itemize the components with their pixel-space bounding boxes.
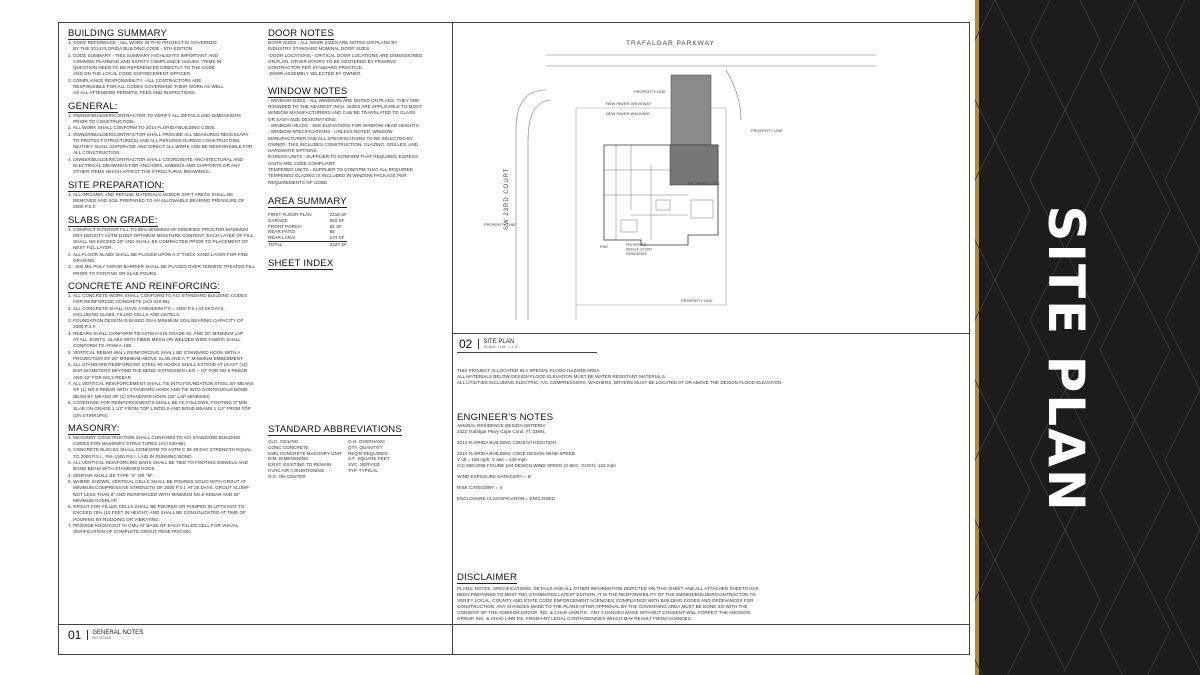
- engineer-line: ENCLOSURE CLASSIFICATION = ENCLOSED: [457, 496, 555, 501]
- abbr-item: S.F. SQUARE FEET: [348, 456, 390, 462]
- note-item: 3. FOUNDATION DESIGN IS BASED ON A MINIMUM SOIL BEARING CAPACITY OF 2000 P.S.F.: [68, 318, 244, 330]
- note-item: 3. ALL VERTICAL REINFORCING BARS SHALL BE TIED TO FOOTING DOWELS AND BOND BEAM WITH STANDARD HOOK.: [68, 460, 248, 472]
- area-summary-heading: AREA SUMMARY: [268, 195, 347, 207]
- street-name-left: SW 23RD COURT: [504, 167, 510, 230]
- sheet-title: GENERAL NOTES: [92, 629, 144, 636]
- area-label: REAR LANAI: [268, 235, 296, 241]
- note-item: 1. OWNER/BUILDER/CONTRACTOR TO VERIFY ALL DETAILS AND DIMENSIONS PRIOR TO CONSTRUCTION.: [68, 112, 241, 124]
- title-block-site-plan: [459, 337, 519, 351]
- abbreviations-block: [268, 424, 448, 480]
- note-item: 5. WHERE SHOWN, VERTICAL CELLS SHALL BE POURED SOLID WITH GROUT AT MINIMUM COMPRESSIVE STRENGTH OF 2000 P.S.I. AT 28 DAYS. GROUT SLUMP NOT LESS THAN 8" AND REINFORCED WITH MINIMUM NO.5 REBAR AND 25" MINIMUM OVERLAP.: [68, 478, 249, 503]
- engineer-line: 2014 FLORIDA BUILDING CODE DESIGN WIND SPEED: [457, 451, 575, 456]
- area-value: 3327 SF: [329, 241, 347, 247]
- abbr-left-column: [268, 439, 348, 480]
- note-item: 2. CONCRETE BLOCKS SHALL CONFORM TO ASTM C 90 28 DAY STRENGTH EQUAL TO 2000 P.S.I., FM=1500 P.S.I. LAID IN RUNNING BOND.: [68, 447, 252, 459]
- engineer-line: AMARAL RESIDENCE DESIGN CRITERIA: [457, 423, 546, 428]
- street-name-top: TRAFALGAR PARKWAY: [626, 40, 715, 47]
- abbr-right-column: [348, 439, 428, 480]
- building-summary-heading: BUILDING SUMMARY: [68, 28, 168, 39]
- site-plan-drawing: [456, 30, 961, 330]
- note-item: 1. MASONRY CONSTRUCTION SHALL CONFORM TO ACI STANDARD BUILDING CODES FOR MASONRY STRUCTURES (ACI 530-88).: [68, 434, 241, 447]
- note-item: 1. CODE REFERENCE - ALL WORK IN THIS PROJECT IS GOVERNED BY THE 2014 FLORIDA BUILDING CODE - 5TH EDITION: [68, 40, 217, 52]
- engineer-notes-heading: ENGINEER'S NOTES: [457, 412, 554, 423]
- area-label: GARAGE: [268, 217, 288, 223]
- abbr-item: QTY. QUANTITY: [348, 444, 383, 450]
- area-value: 2318 SF: [329, 211, 347, 217]
- sheet-number: 02: [459, 337, 473, 351]
- property-line-label: PROPERTY LINE: [681, 298, 713, 303]
- proposed-label-line: RESIDENCE: [626, 252, 647, 256]
- column-divider: [452, 22, 453, 655]
- property-line-label: PROPERTY LINE: [634, 89, 666, 94]
- disclaimer-block: [457, 572, 957, 622]
- abbr-item: O.C. ON CENTER: [268, 473, 306, 479]
- title-block-underline: [457, 352, 597, 353]
- sheet-scale: NO SCALE: [92, 636, 112, 641]
- abbr-item: CLG. CEILING: [268, 439, 299, 444]
- abbr-item: EXIST. EXISTING TO REMAIN: [268, 462, 332, 468]
- area-value: 580 SF: [329, 217, 345, 223]
- site-preparation-heading: SITE PREPARATION:: [68, 179, 165, 191]
- note-item: 3. COMPLIANCE RESPONSIBILITY - ALL CONTRACTORS ARE RESPONSIBLE FOR ALL CODES GOVERNING THEIR WORK AS WELL AS ALL ATTENDING PERMITS, FEES AND INSPECTIONS.: [68, 77, 224, 96]
- sheet-number: 01: [68, 628, 82, 642]
- note-item: 2. ALL FLOOR SLABS SHALL BE PLACED UPON A 4" THICK SAND LAYER FOR FINE GRADING.: [68, 251, 249, 264]
- note-item: 1. ALL CONCRETE WORK SHALL CONFORM TO ACI STANDARD BUILDING CODES FOR REINFORCED CONCRETE (ACI 318-95).: [68, 292, 248, 305]
- note-item: 6. GROUT FOR FILLED CELLS SHALL BE POURED OR PUMPED IN LIFTS NOT TO EXCEED 75% (10 FEET IN HEIGHT, AND SHALL BE CONSOLIDATED AT TIME OF POURING BY RODDING OR VIBRATING.: [68, 504, 246, 522]
- garage: [670, 145, 718, 185]
- note-item: 4. MORTAR SHALL BE TYPE "S" OR "M".: [68, 472, 155, 478]
- site-plan-divider: [452, 333, 970, 334]
- area-label: REAR PATIO: [268, 229, 296, 235]
- title-block-text: [478, 339, 518, 350]
- notes-column-1: [68, 28, 258, 536]
- concrete-heading: CONCRETE AND REINFORCING:: [68, 280, 221, 292]
- disclaimer-divider: [452, 624, 970, 625]
- area-value: 55 SF: [329, 223, 342, 229]
- abbreviations-list: [268, 439, 448, 480]
- engineer-line: 2014 FLORIDA BUILDING CODE-5TH EDITION: [457, 440, 556, 445]
- property-line-label: PROPERTY LINE: [751, 128, 783, 133]
- flood-notes: [457, 368, 937, 386]
- engineer-line: ICC 600-2008 FIGURE 104 DESIGN WIND SPEED (3 SEC. GUST): 123 mph: [457, 463, 616, 468]
- disclaimer-heading: DISCLAIMER: [457, 572, 518, 583]
- note-item: - WINDOW SIZES - ALL WINDOWS ARE NOTED ON PLANS. THEY ARE ROUNDED TO THE NEAREST INCH. SIZES ARE APPLICABLE TO MOST WINDOW MANUFACTURERS AND CAN BE TRANSLATED TO GLASS OR SASH SIZE DESIGNATIONS.: [268, 97, 422, 122]
- area-label: FIRST FLOOR PLAN: [268, 211, 312, 217]
- note-item: - WINDOW SPECIFICATIONS - UNLESS NOTED, WINDOW MANUFACTURER AND ALL SPECIFICATIONS TO BE SELECTED BY OWNER. THIS INCLUDES CONSTRUCTION, GLAZING, GRILLES, AND HARDWARE OPTIONS.: [268, 129, 418, 154]
- table-row: [268, 212, 347, 218]
- abbr-item: CONC CONCRETE: [268, 444, 309, 450]
- note-item: -DOOR ASSEMBLY SELECTED BY OWNER.: [268, 71, 362, 77]
- area-value: 88: [329, 229, 335, 235]
- abbreviations-heading: STANDARD ABBREVIATIONS: [268, 424, 402, 435]
- proposed-label-line: SINGLE STORY: [626, 247, 653, 252]
- note-item: 4. OWNER/BUILDER/CONTRACTOR SHALL COORDINATE ARCHITECTURAL AND ELECTRICAL DRAWINGS FOR ANCHORS, EMBEDS AND SUPPORTS OR ANY OTHER ITEMS WHICH AFFECT THE STRUCTURAL DRAWINGS.: [68, 156, 243, 175]
- engineer-line: RISK CATEGORY = II: [457, 485, 503, 490]
- abbr-item: CMU CONCRETE MASONRY UNIT: [268, 450, 342, 456]
- walkway-label: NEW PAVER WALKWAY: [606, 111, 651, 116]
- sheet-title: SITE PLAN: [483, 338, 515, 345]
- door-notes-heading: DOOR NOTES: [268, 28, 334, 39]
- note-item: 7. ALL VERTICAL REINFORCEMENT SHALL TIE INTO FOUNDATION STEEL BY MEANS OF (1) NO.5 REBAR WITH STANDARD HOOK AND TIE INTO CONTINUOUS BOND BEAM BY MEANS OF (1) STANDARD HOOK (25" LAP MINIMUM).: [68, 381, 254, 399]
- engineer-line: V ult = 160 mph, V asd = 130 mph: [457, 457, 527, 462]
- sheet-index-heading: SHEET INDEX: [268, 257, 334, 269]
- sheet-scale: SCALE: 1/16" = 1'-0": [483, 345, 519, 350]
- driveway-label: NEW PAVER DRIVEWAY: [606, 101, 652, 106]
- engineer-notes-block: [457, 412, 757, 502]
- engineer-notes-lines: [457, 423, 757, 502]
- abbr-item: O.H. OVERHANG: [348, 439, 386, 444]
- fne-label: FNE: [600, 244, 608, 249]
- note-item: 1. ALL ORGANIC AND REFUSE MATERIALS AND/OR SOFT AREAS SHALL BE REMOVED AND SOIL PREPARED TO AN ALLOWABLE BEARING PRESSURE OF 2000 P.S.F.: [68, 191, 245, 210]
- area-value: 274 SF: [329, 235, 345, 241]
- property-line-label: PROPERTY LINE: [484, 222, 516, 227]
- note-item: 2. CODE SUMMARY - THIS SUMMARY HIGHLIGHTS IMPORTANT AND COMMON PLANNING AND SAFETY COMPLIANCE ISSUES. ITEMS IN QUESTION NEED TO BE REFERENCED DIRECTLY TO THE CODE AND ON THE LOCAL CODE ENFORCEMENT OFFICER.: [68, 52, 222, 77]
- slabs-on-grade-heading: SLABS ON GRADE:: [68, 214, 158, 226]
- abbr-item: SVC. SERVICE: [348, 462, 381, 468]
- window-notes-heading: WINDOW NOTES: [268, 85, 348, 97]
- building-summary-notes: [68, 40, 258, 97]
- note-item: -DOOR LOCATIONS - CRITICAL DOOR LOCATIONS ARE DIMENSIONED ON PLAN. OTHER DOORS TO BE CENTERED BY FRAMING CONTRACTOR PER STANDARD PRACTICE.: [268, 52, 423, 71]
- street-curve: [528, 100, 551, 320]
- note-item: - WINDOW HEADS - SEE ELEVATIONS FOR WINDOW HEAD HEIGHTS.: [268, 122, 421, 128]
- general-heading: GENERAL:: [68, 100, 118, 112]
- note-item: 6. ALL STANDARD REINFORCING STEEL 90 HOOKS SHALL EXTEND AT LEAST (12) BAR DIAMETERS BEYOND THE BEND. EXTENSION LEG = 10" FOR NO.5 REBAR AND 12" FOR NO.3 REBAR.: [68, 362, 248, 380]
- notes-column-2: [268, 28, 448, 270]
- title-block-general-notes: [68, 628, 143, 642]
- abbr-item: DIM. DIMENSIONS: [268, 456, 309, 462]
- area-label: TOTAL: [268, 241, 283, 247]
- note-item: TEMPERED UNITS - SUPPLIER TO CONFIRM THAT ALL REQUIRED TEMPERED GLAZING IS INCLUDED IN WINDOW PACKAGE PER REQUIREMENTS OF CODE.: [268, 167, 413, 185]
- abbr-item: REQ'D REQUIRED: [348, 450, 388, 456]
- abbr-item: TYP. TYPICAL: [348, 467, 378, 473]
- sheet-title-text: SITE PLAN: [1037, 205, 1095, 513]
- note-item: 2. ALL CONCRETE SHALL HAVE A MINIMUM F'C = 3000 P.S.I AT 28 DAYS, INCLUDING SLABS, FILLED CELLS AND LINTELS.: [68, 305, 225, 317]
- note-item: 7. PROVIDE KNOCKOUT IN CMU AT BASE OF EACH FILLED CELL FOR VISUAL VERIFICATION OF COMPLETE GROUT PENETRATION.: [68, 523, 239, 535]
- title-block-text: [87, 630, 143, 641]
- general-notes: [68, 113, 258, 176]
- note-item: 2. ALL WORK SHALL CONFORM TO 2014 FLORIDA BUILDING CODE.: [68, 125, 216, 131]
- proposed-label-line: PROPOSED: [626, 243, 647, 247]
- note-item: 3. OWNER/BUILDER/CONTRACTOR SHALL PROVIDE ALL MEASURES NECESSARY TO PROTECT STRUCTURE(S) AND ALL PERSONS DURING CONSTRUCTION. NEITHEY SHALL SUPERVISE AND DIRECT ALL WORK AND BE RESPONSIBLE FOR ALL CONSTRUCTION.: [68, 131, 253, 156]
- note-item: 4. REBARS SHALL CONFORM TO ASTM A-615 GRADE 40, AND 20" MINIMUM LAP AT ALL JOINTS. SLABS WITH FIBER MESH OR WELDED WIRE FABRIC SHALL CONFORM TO ATSM A-185.: [68, 330, 244, 349]
- sheet-title-vertical: [1037, 205, 1095, 513]
- engineer-line: 2322 Trafalgar Pkwy Cape Coral, Fl. 33991: [457, 429, 546, 434]
- note-item: 5. VERTICAL REBAR WALL REINFORCING SHALL BE STANDARD HOOK WITH A PROJECTION OF 25" MINIMUM ABOVE SLAB AND A 7" MINIMUM EMBEDMENT.: [68, 349, 244, 361]
- property-line-label: PROPERTY LINE: [688, 181, 720, 186]
- street-curve: [516, 90, 546, 320]
- disclaimer-text: PLANS, NOTES, SPECIFICATIONS, DETAILS AND ALL OTHER INFORMATION DEPICTED ON THIS SHEET AND ALL ATTACHED SHEETS HAS BEEN PREPARED TO MEET FBC STANDARDS LATEST EDITION. IT IS THE RESPONSIBILITY OF THE OWNER/BUILDER/CONTRACTOR TO VERIFY LOCAL, COUNTY AND STATE CODE ENFORCEMENT AGENCIES' COMPLIANCE WITH BUILDING CODES AND ORDINANCES FOR CONSTRUCTION. ANY CHANGES MADE TO THE PLANS AFTER APPROVAL BY THE GOVERNING AREA MUST BE DONE SO WITH THE CONSENT OF THE ADDISON GROUP, INC. & CHAD LINN P.E.. ANY CHANGES MADE WITHOUT CONSENT WILL FORFEIT THE ADDISON GROUP, INC. & CHAD LINN P.E. FROM ANY LEGAL CONTINGENCIES WHICH MAY RESULT FROM CHANGES.: [457, 586, 759, 621]
- engineer-line: WIND EXPOSURE CATEGORY = B: [457, 474, 531, 479]
- abbr-item: HVAC AIR CONDITIONING: [268, 467, 325, 473]
- flood-note: THIS PROJECT IS LOCATED IN A SPECIAL FLOOD HAZARD AREA.: [457, 368, 601, 373]
- note-item: 1. COMPACT INTERIOR FILL TO 95% MINIMUM OF MODIFIED PROCTOR MAXIMUM DRY DENSITY ASTM D1557 OPTIMUM MOISTURE CONTENT. EACH LAYER OF FILL SHALL NO EXCEED 10" AND SHALL BE COMPACTED PRIOR TO PLACEMENT OF NEXT FILL LAYER.: [68, 226, 254, 251]
- note-item: EGRESS UNITS - SUPPLIER TO CONFIRM THAT REQUIRED EGRESS UNITS ARE CODE COMPLIANT.: [268, 154, 418, 166]
- general-notes-divider: [58, 624, 452, 625]
- note-item: DOOR SIZES - ALL DOOR SIZES ARE NOTED ON PLANS BY INDUSTRY STANDARD NOMINAL DOOR SIZES.: [268, 40, 398, 52]
- flood-note: ALL MATERIALS BELOW DESIGN FLOOD ELEVATION MUST BE WATER RESISTANT MATERIALS.: [457, 374, 667, 379]
- masonry-heading: MASONRY:: [68, 422, 120, 434]
- area-label: FRONT PORCH: [268, 223, 302, 229]
- note-item: 3. .006 MIL POLY VAPOR BARRIER SHALL BE PLACED OVER TERMITE TREATED FILL PRIOR TO FOOTING OR SLAB POURS.: [68, 264, 256, 276]
- area-summary-table: [268, 212, 347, 248]
- flood-note: ALL UTILITIES INCLUDING ELECTRIC, A/C COMPRESSORS, WASHERS, DRYERS MUST BE LOCATED AT OR ABOVE THE DESIGN FLOOD ELEVATION: [457, 380, 782, 385]
- street-curve: [726, 70, 741, 120]
- note-item: 8. COVERAGE FOR REINFORCEMENTS SHALL BE AS FOLLOWS: FOOTING 3" MIN. SLAB ON GRADE 1 1/2" FROM TOP, LINTELS AND BOND BEAMS 1 1/2" FROM TOP (ON STIRRUPS).: [68, 399, 251, 418]
